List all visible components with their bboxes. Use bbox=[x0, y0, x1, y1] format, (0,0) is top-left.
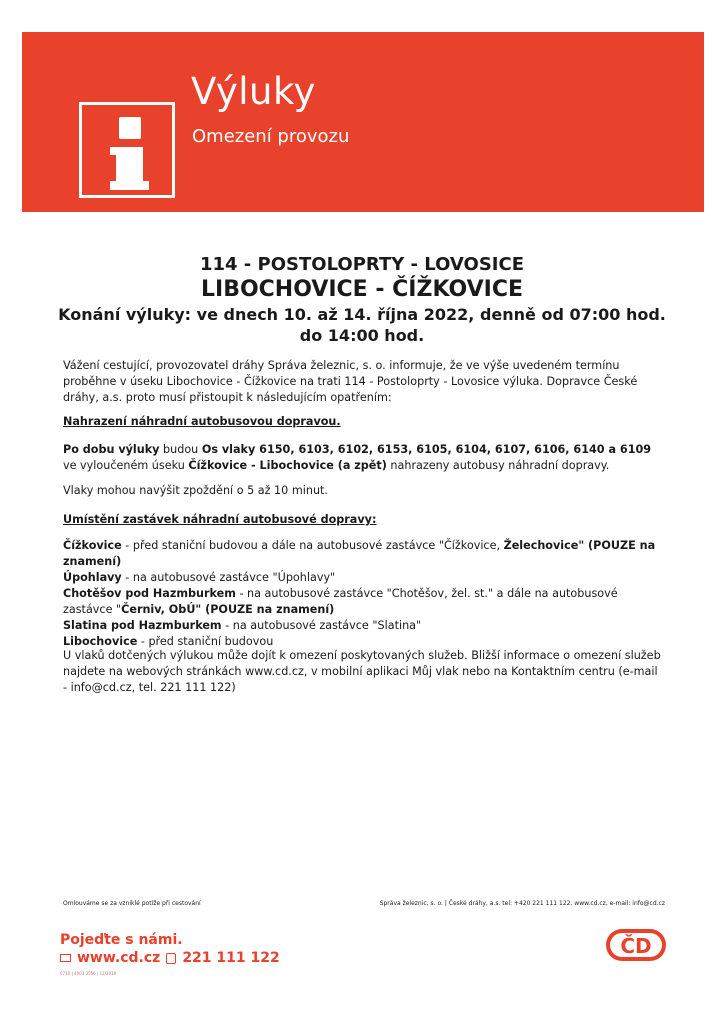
trains-paragraph bbox=[63, 442, 663, 474]
info-icon bbox=[79, 102, 175, 198]
trains-t2: budou bbox=[159, 443, 202, 456]
print-code: 0710 | 4003 3556 | 12/2019 bbox=[60, 971, 117, 976]
delay-paragraph: Vlaky mohou navýšit zpoždění o 5 až 10 minut. bbox=[63, 484, 328, 497]
phone-icon bbox=[166, 953, 176, 964]
stop-text: - na autobusové zastávce "Úpohlavy" bbox=[121, 571, 336, 584]
stop-name: Libochovice bbox=[63, 635, 138, 648]
stop-note: Černiv, ObÚ" (POUZE na znamení) bbox=[121, 603, 335, 616]
stop-item bbox=[63, 586, 663, 618]
footer-apology: Omlouváme se za vzniklé potíže při cestování bbox=[63, 900, 201, 907]
info-paragraph: U vlaků dotčených výlukou může dojít k omezení poskytovaných služeb. Bližší informace o omezení služeb najdete na webových stránkách www.cd.cz, v mobilní aplikaci Můj vlak nebo na Kontaktním centru (e-mail - info@cd.cz, tel. 221 111 122) bbox=[63, 649, 661, 694]
stop-item bbox=[63, 570, 663, 586]
stops-heading: Umístění zastávek náhradní autobusové dopravy: bbox=[63, 513, 377, 526]
route-heading: 114 - POSTOLOPRTY - LOVOSICE bbox=[199, 254, 525, 275]
stop-text: - na autobusové zastávce "Chotěšov, žel. st." a dále na autobusové zastávce " bbox=[63, 587, 618, 616]
stop-name: Chotěšov pod Hazmburkem bbox=[63, 587, 236, 600]
section-heading: LIBOCHOVICE - ČÍŽKOVICE bbox=[200, 277, 524, 302]
cd-logo bbox=[604, 923, 668, 967]
header-banner bbox=[22, 32, 704, 212]
banner-title: Výluky bbox=[191, 70, 316, 113]
logo-text: ČD bbox=[620, 934, 652, 958]
stop-text: - na autobusové zastávce "Slatina" bbox=[221, 619, 422, 632]
stops-list bbox=[63, 538, 663, 650]
contact-line bbox=[60, 950, 280, 966]
dates-heading bbox=[40, 304, 684, 346]
web-link[interactable]: www.cd.cz bbox=[77, 950, 161, 966]
slogan: Pojeďte s námi. bbox=[60, 932, 183, 948]
stop-note: Želechovice" (POUZE na znamení) bbox=[63, 539, 656, 568]
stop-text: - před staniční budovou a dále na autobusové zastávce "Čížkovice, bbox=[121, 539, 504, 552]
replacement-heading: Nahrazení náhradní autobusovou dopravou. bbox=[63, 415, 341, 428]
stop-text: - před staniční budovou bbox=[137, 635, 274, 648]
trains-list: Os vlaky 6150, 6103, 6102, 6153, 6105, 6104, 6107, 6106, 6140 a 6109 bbox=[201, 443, 652, 456]
web-icon bbox=[60, 954, 71, 962]
banner-subtitle: Omezení provozu bbox=[192, 126, 350, 147]
stop-name: Slatina pod Hazmburkem bbox=[63, 619, 222, 632]
trains-t6: nahrazeny autobusy náhradní dopravy. bbox=[386, 459, 610, 472]
dates-line-2: do 14:00 hod. bbox=[299, 326, 425, 345]
phone-number[interactable]: 221 111 122 bbox=[182, 950, 280, 966]
stop-item bbox=[63, 618, 663, 634]
trains-t1: Po dobu výluky bbox=[63, 443, 160, 456]
stop-item bbox=[63, 538, 663, 570]
footer-contacts: Správa železnic, s. o. | České dráhy, a.s. tel: +420 221 111 122, www.cd.cz, e-mail: info@cd.cz bbox=[379, 900, 665, 907]
dates-line-1: Konání výluky: ve dnech 10. až 14. října 2022, denně od 07:00 hod. bbox=[58, 305, 666, 324]
intro-paragraph: Vážení cestující, provozovatel dráhy Správa železnic, s. o. informuje, že ve výše uvedeném termínu proběhne v úseku Libochovice - Čížkovice na trati 114 - Postoloprty - Lovosice výluka. Dopravce České dráhy, a.s. proto musí přistoupit k následujícím opatřením: bbox=[63, 359, 638, 404]
stop-name: Čížkovice bbox=[63, 539, 122, 552]
trains-section: Čížkovice - Libochovice (a zpět) bbox=[188, 459, 387, 472]
stop-name: Úpohlavy bbox=[63, 571, 122, 584]
trains-t4: ve vyloučeném úseku bbox=[63, 459, 189, 472]
